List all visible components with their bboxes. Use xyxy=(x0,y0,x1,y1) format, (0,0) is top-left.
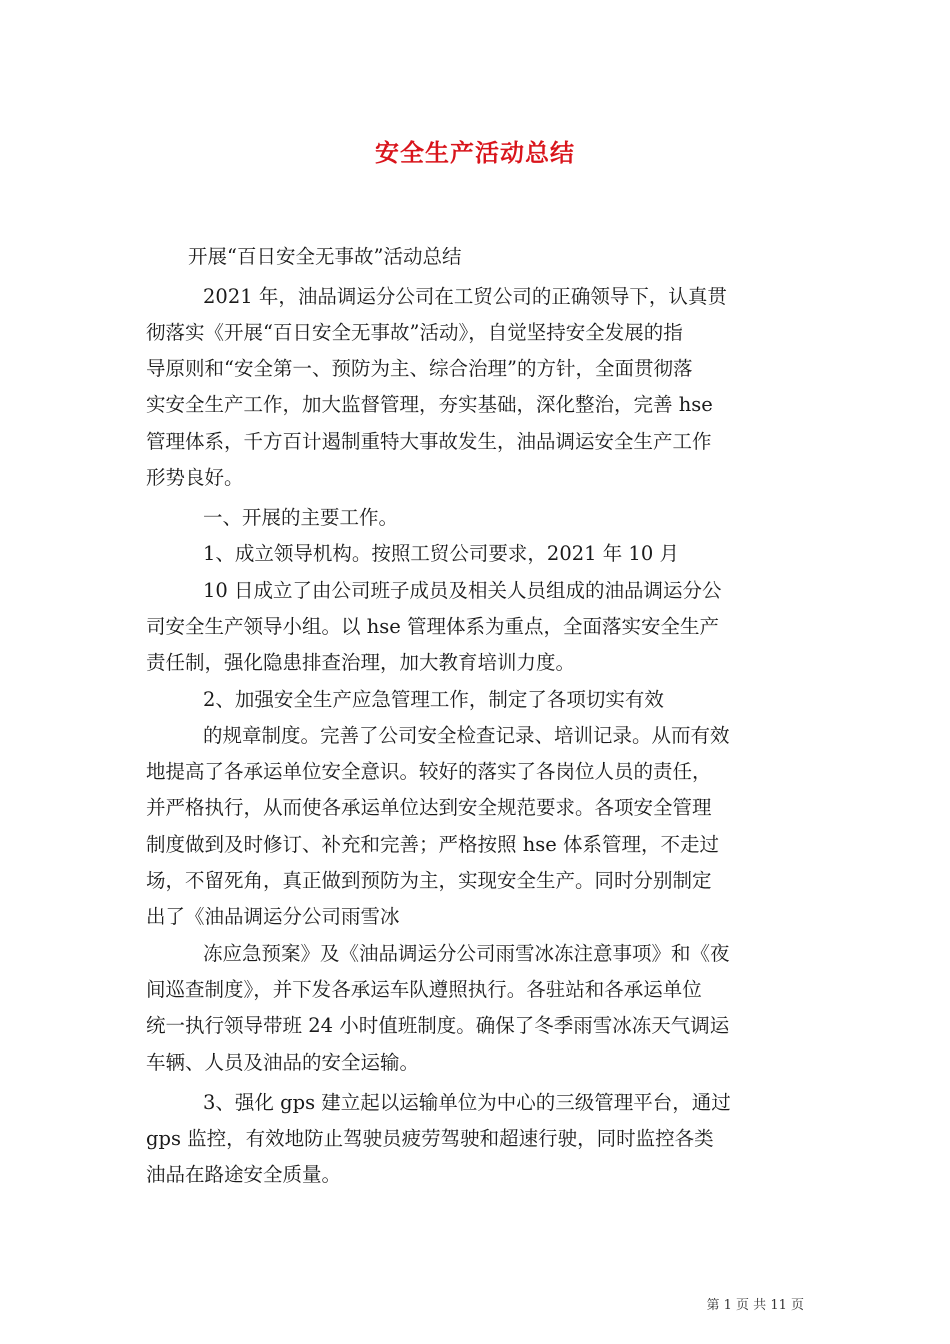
body-line: 地提高了各承运单位安全意识。较好的落实了各岗位人员的责任， xyxy=(146,760,712,783)
body-line: 统一执行领导带班 24 小时值班制度。确保了冬季雨雪冰冻天气调运 xyxy=(146,1014,730,1037)
body-line: 3、强化 gps 建立起以运输单位为中心的三级管理平台，通过 xyxy=(203,1091,731,1114)
document-title: 安全生产活动总结 xyxy=(375,138,575,167)
body-line: 一、开展的主要工作。 xyxy=(203,506,399,529)
body-line: 形势良好。 xyxy=(146,466,244,489)
body-line: 管理体系，千方百计遏制重特大事故发生，油品调运安全生产工作 xyxy=(146,430,712,453)
body-line: 的规章制度。完善了公司安全检查记录、培训记录。从而有效 xyxy=(203,724,730,747)
body-line: 1、成立领导机构。按照工贸公司要求，2021 年 10 月 xyxy=(203,542,679,565)
body-line: 场，不留死角，真正做到预防为主，实现安全生产。同时分别制定 xyxy=(146,869,712,892)
body-line: 责任制，强化隐患排查治理，加大教育培训力度。 xyxy=(146,651,576,674)
body-line: 2021 年，油品调运分公司在工贸公司的正确领导下，认真贯 xyxy=(203,285,727,308)
body-line: 10 日成立了由公司班子成员及相关人员组成的油品调运分公 xyxy=(203,579,722,602)
body-line: 2、加强安全生产应急管理工作，制定了各项切实有效 xyxy=(203,688,664,711)
body-line: 车辆、人员及油品的安全运输。 xyxy=(146,1051,420,1074)
page-number: 第 1 页 共 11 页 xyxy=(706,1298,804,1313)
body-line: 并严格执行，从而使各承运单位达到安全规范要求。各项安全管理 xyxy=(146,796,712,819)
body-line: 导原则和“安全第一、预防为主、综合治理”的方针，全面贯彻落 xyxy=(146,357,693,380)
body-line: 冻应急预案》及《油品调运分公司雨雪冰冻注意事项》和《夜 xyxy=(203,942,730,965)
body-line: 制度做到及时修订、补充和完善；严格按照 hse 体系管理，不走过 xyxy=(146,833,720,856)
body-line: 司安全生产领导小组。以 hse 管理体系为重点，全面落实安全生产 xyxy=(146,615,720,638)
body-line: 间巡查制度》，并下发各承运车队遵照执行。各驻站和各承运单位 xyxy=(146,978,702,1001)
body-line: gps 监控，有效地防止驾驶员疲劳驾驶和超速行驶，同时监控各类 xyxy=(146,1127,714,1150)
body-line: 出了《油品调运分公司雨雪冰 xyxy=(146,905,400,928)
body-line: 开展“百日安全无事故”活动总结 xyxy=(188,245,462,268)
body-line: 油品在路途安全质量。 xyxy=(146,1163,342,1186)
body-line: 彻落实《开展“百日安全无事故”活动》，自觉坚持安全发展的指 xyxy=(146,321,683,344)
body-line: 实安全生产工作，加大监督管理，夯实基础，深化整治，完善 hse xyxy=(146,393,713,416)
